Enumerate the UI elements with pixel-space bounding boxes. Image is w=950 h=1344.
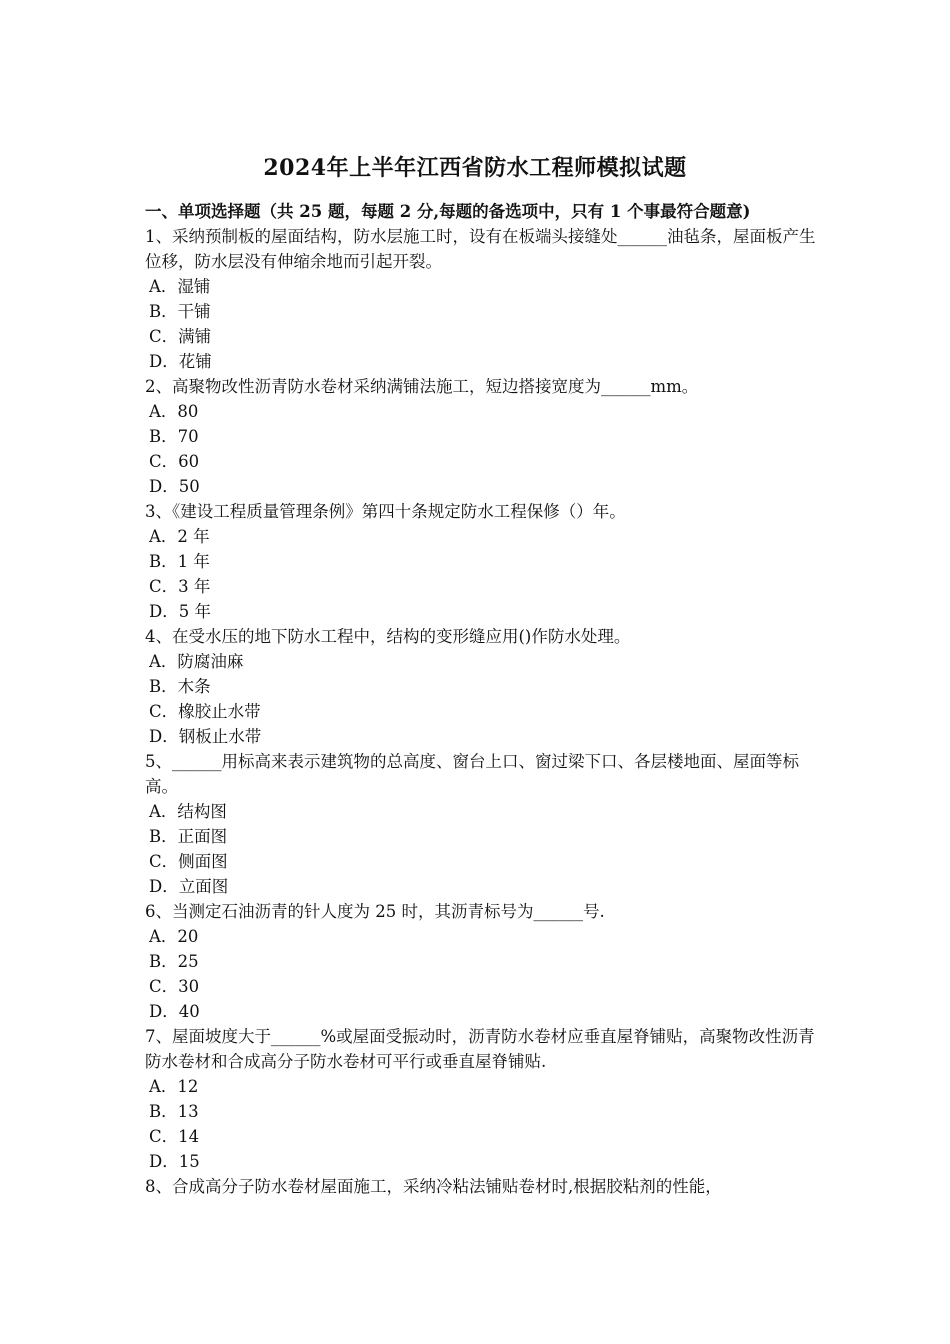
question-text: 7、屋面坡度大于______%或屋面受振动时，沥青防水卷材应垂直屋脊铺贴，高聚物改性沥青防水卷材和合成高分子防水卷材可平行或垂直屋脊铺贴. [145, 1027, 815, 1071]
option-b: B．25 [149, 952, 199, 971]
option-a: A．湿铺 [149, 277, 211, 296]
option-c: C．满铺 [149, 327, 212, 346]
option-c: C．3 年 [149, 577, 211, 596]
section-heading: 一、单项选择题（共 25 题，每题 2 分,每题的备选项中，只有 1 个事最符合题意) [145, 202, 751, 221]
option-d: D．50 [149, 477, 200, 496]
question-text: 3、《建设工程质量管理条例》第四十条规定防水工程保修（）年。 [145, 502, 626, 521]
question-text: 5、______用标高来表示建筑物的总高度、窗台上口、窗过梁下口、各层楼地面、屋面等标高。 [145, 752, 799, 796]
option-d: D．立面图 [149, 877, 229, 896]
option-b: B．木条 [149, 677, 211, 696]
question-4 [145, 624, 825, 749]
option-b: B．干铺 [149, 302, 211, 321]
option-a: A．80 [149, 402, 199, 421]
question-8 [145, 1174, 825, 1199]
option-c: C．60 [149, 452, 200, 471]
option-a: A．结构图 [149, 802, 227, 821]
question-text: 6、当测定石油沥青的针人度为 25 时，其沥青标号为______号. [145, 902, 605, 921]
option-a: A．12 [149, 1077, 199, 1096]
option-b: B．70 [149, 427, 199, 446]
option-b: B．1 年 [149, 552, 210, 571]
question-text: 4、在受水压的地下防水工程中，结构的变形缝应用()作防水处理。 [145, 627, 631, 646]
option-d: D．15 [149, 1152, 200, 1171]
question-text: 8、合成高分子防水卷材屋面施工，采纳冷粘法铺贴卷材时,根据胶粘剂的性能， [145, 1177, 722, 1196]
question-2 [145, 374, 825, 499]
option-c: C．30 [149, 977, 200, 996]
option-d: D．5 年 [149, 602, 211, 621]
option-a: A．20 [149, 927, 199, 946]
question-text: 1、采纳预制板的屋面结构，防水层施工时，设有在板端头接缝处______油毡条，屋面板产生位移，防水层没有伸缩余地而引起开裂。 [145, 227, 816, 271]
option-c: C．橡胶止水带 [149, 702, 261, 721]
option-a: A．2 年 [149, 527, 210, 546]
option-b: B．13 [149, 1102, 199, 1121]
question-7 [145, 1024, 825, 1174]
option-c: C．侧面图 [149, 852, 228, 871]
document-body [145, 199, 825, 1199]
question-3 [145, 499, 825, 624]
option-c: C．14 [149, 1127, 200, 1146]
option-d: D．钢板止水带 [149, 727, 262, 746]
option-a: A．防腐油麻 [149, 652, 244, 671]
question-6 [145, 899, 825, 1024]
question-5 [145, 749, 825, 899]
option-d: D．40 [149, 1002, 200, 1021]
option-b: B．正面图 [149, 827, 228, 846]
option-d: D．花铺 [149, 352, 212, 371]
question-1 [145, 224, 825, 374]
question-text: 2、高聚物改性沥青防水卷材采纳满铺法施工，短边搭接宽度为______mm。 [145, 377, 699, 396]
page-title: 2024年上半年江西省防水工程师模拟试题 [263, 155, 687, 181]
